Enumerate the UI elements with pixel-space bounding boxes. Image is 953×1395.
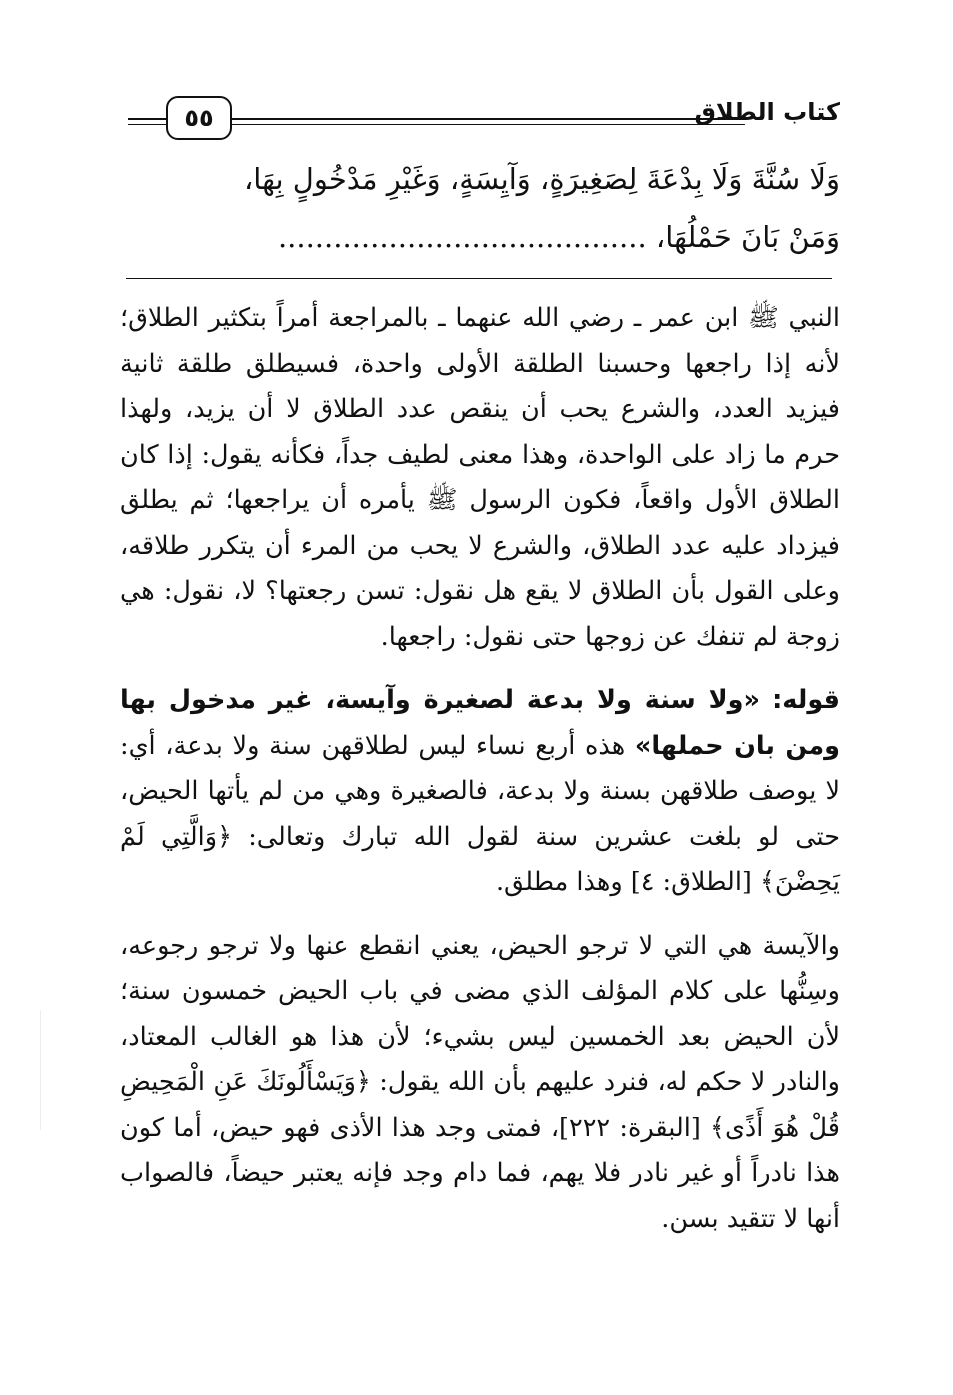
header-rule — [230, 124, 745, 125]
matn-line: وَمَنْ بَانَ حَمْلُهَا، ........................................ — [277, 220, 840, 254]
commentary-paragraph: النبي ﷺ ابن عمر ـ رضي الله عنهما ـ بالمراجعة أمراً بتكثير الطلاق؛ لأنه إذا راجعها وحسبنا الطلقة الأولى واحدة، فسيطلق طلقة ثانية فيزيد العدد، والشرع يحب أن ينقص عدد الطلاق لا أن يزيد، ولهذا حرم ما زاد على الواحدة، وهذا معنى لطيف جداً، فكأنه يقول: إذا كان الطلاق الأول واقعاً، فكون الرسول ﷺ يأمره أن يراجعها؛ ثم يطلق فيزداد عليه عدد الطلاق، والشرع لا يحب من المرء أن يتكرر طلاقه، وعلى القول بأن الطلاق لا يقع هل نقول: تسن رجعتها؟ لا، نقول: هي زوجة لم تنفك عن زوجها حتى نقول: راجعها. — [120, 303, 840, 652]
header-rule — [230, 118, 745, 120]
header-rule — [128, 118, 166, 120]
matn-line: وَلَا سُنَّةَ وَلَا بِدْعَةَ لِصَغِيرَةٍ، وَآيِسَةٍ، وَغَيْرِ مَدْخُولٍ بِهَا، — [243, 162, 840, 196]
footnote-divider — [126, 278, 832, 279]
matn-text — [120, 150, 840, 266]
quote-label: قوله: — [772, 685, 840, 715]
paragraph-text: هذه أربع نساء ليس لطلاقهن سنة ولا بدعة، أي: لا يوصف طلاقهن بسنة ولا بدعة، فالصغيرة وهي من لم يأتها الحيض، حتى لو بلغت عشرين سنة لقول الله تبارك وتعالى: ﴿وَالَّتِي لَمْ يَحِضْنَ﴾ [الطلاق: ٤] وهذا مطلق. — [120, 730, 840, 897]
matn-quote: «ولا سنة ولا بدعة لصغيرة وآيسة، غير مدخول بها ومن بان حملها» — [120, 685, 841, 761]
commentary-paragraph: والآيسة هي التي لا ترجو الحيض، يعني انقطع عنها ولا ترجو رجوعه، وسِنُّها على كلام المؤلف الذي مضى في باب الحيض خمسون سنة؛ لأن الحيض بعد الخمسين ليس بشيء؛ لأن هذا هو الغالب المعتاد، والنادر لا حكم له، فنرد عليهم بأن الله يقول: ﴿وَيَسْأَلُونَكَ عَنِ الْمَحِيضِ قُلْ هُوَ أَذًى﴾ [البقرة: ٢٢٢]، فمتى وجد هذا الأذى فهو حيض، أما كون هذا نادراً أو غير نادر فلا يهم، فما دام وجد فإنه يعتبر حيضاً، فالصواب أنها لا تتقيد بسن. — [120, 930, 841, 1234]
scan-artifact — [40, 1010, 41, 1130]
page-number: ٥٥ — [166, 96, 232, 140]
header-rule — [128, 124, 166, 125]
commentary-body — [120, 296, 840, 1242]
page-header — [120, 92, 840, 142]
book-title: كتاب الطلاق — [694, 98, 840, 126]
commentary-paragraph — [120, 678, 840, 906]
